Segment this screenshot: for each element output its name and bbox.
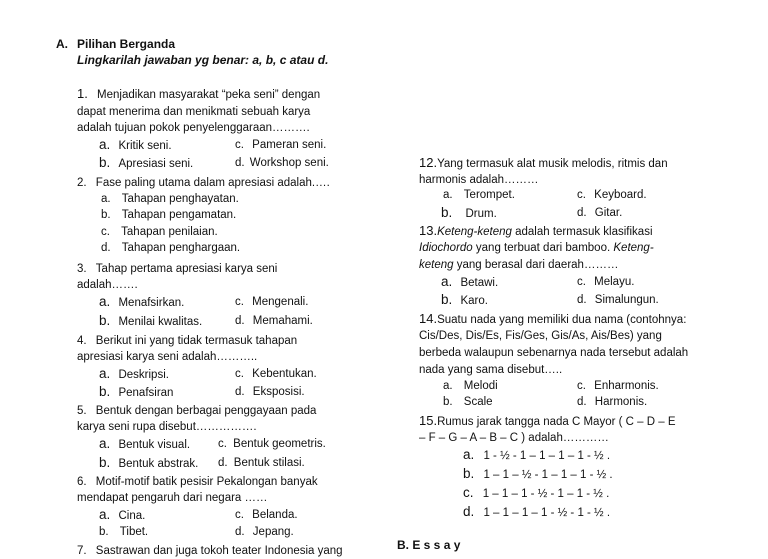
question-number: 7. [77, 545, 87, 557]
option-b: b. Scale [443, 396, 493, 408]
question-number: 3. [77, 263, 87, 275]
question-number: 12. [419, 155, 438, 170]
question-text: Bentuk dengan berbagai penggayaan pada [95, 405, 317, 417]
question-text: karya seni rupa disebut……………. [77, 421, 257, 433]
question-text: Motif-motif batik pesisir Pekalongan banyak [95, 476, 318, 488]
option-d: d. Jepang. [235, 526, 294, 538]
option-a: a. Betawi. [441, 274, 499, 289]
option-c: c. Tahapan penilaian. [101, 226, 218, 238]
question-text: Idiochordo [419, 242, 473, 254]
option-c: c. Keyboard. [577, 189, 647, 201]
option-b: b. Drum. [441, 205, 497, 220]
option-a: a. Deskripsi. [99, 366, 169, 381]
option-b: b. Menilai kwalitas. [99, 313, 203, 328]
question-text: Suatu nada yang memiliki dua nama (contohnya: [437, 314, 687, 326]
option-d: d. Gitar. [577, 207, 623, 219]
question-text: apresiasi karya seni adalah……….. [77, 351, 258, 363]
question-text: Keteng-keteng [437, 226, 512, 238]
question-text: yang terbuat dari bamboo. [472, 242, 614, 254]
question-text: Cis/Des, Dis/Es, Fis/Ges, Gis/As, Ais/Bes) yang [419, 330, 662, 342]
question-text: Menjadikan masyarakat “peka seni” dengan [97, 89, 321, 101]
option-d: d. 1 – 1 – 1 – 1 - ½ - 1 - ½ . [463, 504, 611, 519]
option-b: b. Bentuk abstrak. [99, 455, 199, 470]
question-7 [77, 543, 343, 559]
option-a: a. Menafsirkan. [99, 294, 185, 309]
question-number: 6. [77, 476, 87, 488]
question-number: 5. [77, 405, 87, 417]
option-a: a. Kritik seni. [99, 137, 172, 152]
option-b: b. Tahapan pengamatan. [101, 209, 237, 221]
question-text: – F – G – A – B – C ) adalah………… [419, 432, 609, 444]
question-text: mendapat pengaruh dari negara …… [77, 492, 268, 504]
option-a: a. Cina. [99, 507, 146, 522]
option-d: d. Bentuk stilasi. [218, 457, 305, 469]
section-b-title: B. E s s a y [397, 538, 461, 552]
option-b: b. Tibet. [99, 526, 149, 538]
question-number: 1. [77, 86, 88, 101]
option-a: a. 1 - ½ - 1 – 1 – 1 – 1 - ½ . [463, 447, 611, 462]
option-a: a. Bentuk visual. [99, 436, 191, 451]
option-d: d. Memahami. [235, 315, 313, 327]
question-text: Berikut ini yang tidak termasuk tahapan [95, 335, 298, 347]
question-number: 14. [419, 311, 438, 326]
question-text: nada yang sama disebut….. [419, 364, 563, 376]
section-a-label: A. [56, 37, 68, 51]
option-d: d. Harmonis. [577, 396, 648, 408]
option-b: b. Penafsiran [99, 384, 174, 399]
question-number: 4. [77, 335, 87, 347]
option-d: d. Simalungun. [577, 294, 659, 306]
option-c: c. Kebentukan. [235, 368, 317, 380]
section-a-instruction: Lingkarilah jawaban yg benar: a, b, c atau d. [77, 53, 329, 67]
option-d: d. Workshop seni. [235, 157, 329, 169]
question-text: berbeda walaupun sebenarnya nada tersebut adalah [419, 347, 689, 359]
option-c: c. 1 – 1 – 1 - ½ - 1 – 1 - ½ . [463, 485, 610, 500]
option-c: c. Mengenali. [235, 296, 309, 308]
question-text: adalah termasuk klasifikasi [511, 226, 653, 238]
question-text: Tahap pertama apresiasi karya seni [95, 263, 278, 275]
question-text: yang berasal dari daerah……… [453, 259, 619, 271]
question-number: 13. [419, 223, 438, 238]
option-b: b. 1 – 1 – ½ - 1 – 1 – 1 - ½ . [463, 466, 613, 481]
question-number: 15. [419, 413, 438, 428]
question-text: adalah tujuan pokok penyelenggaraan………. [77, 122, 310, 134]
question-number: 2. [77, 177, 87, 189]
option-c: c. Melayu. [577, 276, 635, 288]
question-text: keteng [419, 259, 454, 271]
option-c: c. Belanda. [235, 509, 298, 521]
question-text: Yang termasuk alat musik melodis, ritmis dan [437, 158, 668, 170]
option-c: c. Pameran seni. [235, 139, 327, 151]
option-a: a. Tahapan penghayatan. [101, 193, 239, 205]
question-text: Fase paling utama dalam apresiasi adalah.…. [95, 177, 330, 189]
question-text: adalah……. [77, 279, 138, 291]
option-b: b. Karo. [441, 292, 488, 307]
option-b: b. Apresiasi seni. [99, 155, 194, 170]
question-text: Rumus jarak tangga nada C Mayor ( C – D – E [437, 416, 676, 428]
section-a-title: Pilihan Berganda [77, 37, 176, 51]
option-c: c. Bentuk geometris. [218, 438, 326, 450]
option-c: c. Enharmonis. [577, 380, 659, 392]
option-d: d. Eksposisi. [235, 386, 305, 398]
question-text: harmonis adalah……… [419, 174, 539, 186]
question-text: dapat menerima dan menikmati sebuah karya [77, 106, 311, 118]
question-text: Keteng- [613, 242, 654, 254]
question-text: Sastrawan dan juga tokoh teater Indonesia yang [95, 545, 343, 557]
option-d: d. Tahapan penghargaan. [101, 242, 241, 254]
option-a: a. Melodi [443, 380, 498, 392]
option-a: a. Terompet. [443, 189, 515, 201]
